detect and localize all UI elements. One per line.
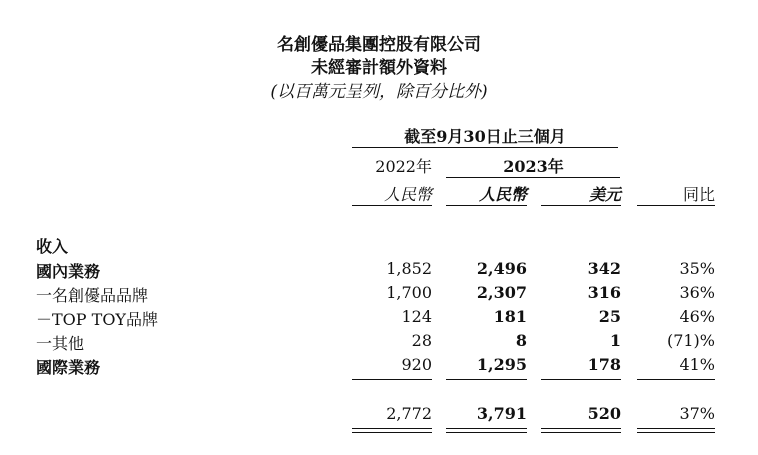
table-cell: 2,496 <box>476 259 527 278</box>
period-header: 截至9月30日止三個月 <box>404 127 566 146</box>
company-name: 名創優品集團控股有限公司 <box>277 35 481 55</box>
row-label-miniso: 一名創優品品牌 <box>36 286 149 305</box>
total-rule-bottom-2 <box>446 432 527 433</box>
total-rule-bottom-3 <box>541 432 621 433</box>
report-subtitle: 未經審計額外資料 <box>311 58 447 78</box>
subtotal-rule-1 <box>352 379 432 380</box>
header-rule-4 <box>637 205 715 206</box>
total-rule-top-2 <box>446 428 527 429</box>
subtotal-rule-2 <box>446 379 527 380</box>
table-cell: 2,307 <box>476 283 527 302</box>
table-cell: 1 <box>609 331 621 350</box>
table-cell: 124 <box>401 307 432 326</box>
total-yoy: 37% <box>679 404 715 423</box>
year-2022-header: 2022年 <box>375 157 432 176</box>
header-rule-1 <box>352 205 432 206</box>
table-cell: 1,295 <box>476 355 527 374</box>
table-cell: 1,852 <box>386 259 432 278</box>
table-cell: 920 <box>401 355 432 374</box>
total-rule-top-4 <box>637 428 715 429</box>
row-label-overseas: 國際業務 <box>36 358 101 377</box>
header-rule-2 <box>446 205 527 206</box>
col-rmb-2023-header: 人民幣 <box>478 185 527 204</box>
total-2023: 3,791 <box>476 404 527 423</box>
table-cell: 35% <box>679 259 715 278</box>
table-cell: 8 <box>515 331 527 350</box>
subtotal-rule-3 <box>541 379 621 380</box>
table-cell: 316 <box>587 283 621 302</box>
row-label-domestic: 國內業務 <box>36 262 101 281</box>
total-usd: 520 <box>587 404 621 423</box>
total-rule-bottom-1 <box>352 432 432 433</box>
row-label-toptoy: －TOP TOY品牌 <box>36 310 158 329</box>
col-rmb-2022-header: 人民幣 <box>383 185 432 204</box>
subtotal-rule-4 <box>637 379 715 380</box>
col-usd-header: 美元 <box>588 185 621 204</box>
total-rule-bottom-4 <box>637 432 715 433</box>
col-yoy-header: 同比 <box>682 185 715 204</box>
table-cell: 41% <box>679 355 715 374</box>
table-cell: 28 <box>411 331 432 350</box>
year-2023-underline <box>446 177 620 178</box>
row-label-others: 一其他 <box>36 334 85 353</box>
table-cell: (71)% <box>666 331 715 350</box>
header-rule-3 <box>541 205 621 206</box>
total-rule-top-3 <box>541 428 621 429</box>
table-cell: 46% <box>679 307 715 326</box>
total-2022: 2,772 <box>386 404 432 423</box>
table-cell: 342 <box>587 259 621 278</box>
table-cell: 178 <box>587 355 621 374</box>
table-cell: 181 <box>493 307 527 326</box>
revenue-section-label: 收入 <box>36 237 69 256</box>
units-note: (以百萬元呈列，除百分比外) <box>270 82 488 102</box>
table-cell: 36% <box>679 283 715 302</box>
table-cell: 1,700 <box>386 283 432 302</box>
total-rule-top-1 <box>352 428 432 429</box>
year-2023-header: 2023年 <box>503 157 564 176</box>
period-underline <box>352 147 618 148</box>
table-cell: 25 <box>598 307 621 326</box>
